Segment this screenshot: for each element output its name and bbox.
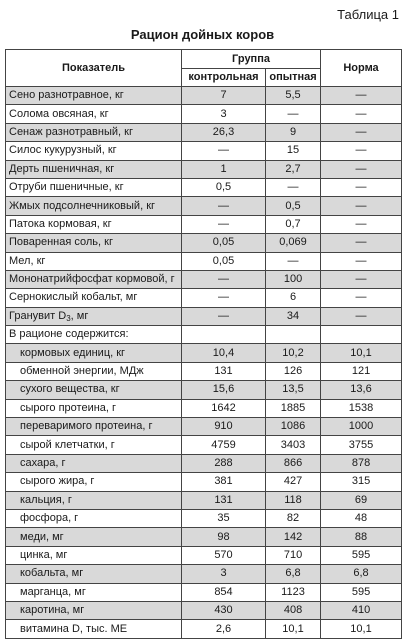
- cell-experimental: 13,5: [266, 381, 321, 399]
- cell-experimental: 6,8: [266, 565, 321, 583]
- row-label: фосфора, г: [6, 509, 182, 527]
- table-row: [6, 473, 402, 491]
- header-indicator: Показатель: [6, 50, 182, 87]
- cell-experimental: 6: [266, 289, 321, 307]
- table-row: [6, 197, 402, 215]
- row-label: марганца, мг: [6, 583, 182, 601]
- row-label: кобальта, мг: [6, 565, 182, 583]
- row-label: сахара, г: [6, 454, 182, 472]
- cell-experimental: 126: [266, 362, 321, 380]
- cell-norm: 3755: [321, 436, 402, 454]
- cell-experimental: —: [266, 252, 321, 270]
- cell-norm: 1538: [321, 399, 402, 417]
- cell-norm: —: [321, 123, 402, 141]
- cell-control: 1642: [182, 399, 266, 417]
- cell-control: 854: [182, 583, 266, 601]
- row-label: Сернокислый кобальт, мг: [6, 289, 182, 307]
- cell-control: 26,3: [182, 123, 266, 141]
- table-row: [6, 381, 402, 399]
- cell-experimental: 9: [266, 123, 321, 141]
- cell-control: 10,4: [182, 344, 266, 362]
- cell-norm: —: [321, 234, 402, 252]
- cell-norm: —: [321, 142, 402, 160]
- cell-control: 430: [182, 601, 266, 619]
- cell-experimental: 1086: [266, 418, 321, 436]
- cell-norm: —: [321, 252, 402, 270]
- cell-control: 0,5: [182, 178, 266, 196]
- cell-norm: 6,8: [321, 565, 402, 583]
- row-label-text: Гранувит D: [9, 309, 67, 322]
- table-row: [6, 546, 402, 564]
- row-label: Поваренная соль, кг: [6, 234, 182, 252]
- cell-control: 131: [182, 491, 266, 509]
- cell-control: 0,05: [182, 234, 266, 252]
- table-label: Таблица 1: [337, 7, 399, 22]
- row-label: Сенаж разнотравный, кг: [6, 123, 182, 141]
- row-label: Солома овсяная, кг: [6, 105, 182, 123]
- cell-experimental: 0,7: [266, 215, 321, 233]
- row-label: сухого вещества, кг: [6, 381, 182, 399]
- table-row: [6, 178, 402, 196]
- table-row: [6, 418, 402, 436]
- table-row: [6, 234, 402, 252]
- table-row: [6, 454, 402, 472]
- cell-experimental: 2,7: [266, 160, 321, 178]
- cell-control: 35: [182, 509, 266, 527]
- row-label-suffix: , мг: [70, 309, 89, 322]
- table-body: [6, 87, 402, 639]
- cell-norm: 315: [321, 473, 402, 491]
- cell-norm: —: [321, 289, 402, 307]
- cell-norm: 88: [321, 528, 402, 546]
- cell-experimental: 5,5: [266, 87, 321, 105]
- row-label: сырого жира, г: [6, 473, 182, 491]
- cell-control: 1: [182, 160, 266, 178]
- cell-norm: —: [321, 197, 402, 215]
- row-label: кальция, г: [6, 491, 182, 509]
- cell-norm: 121: [321, 362, 402, 380]
- cell-norm: —: [321, 105, 402, 123]
- cell-control: —: [182, 289, 266, 307]
- cell-control: 7: [182, 87, 266, 105]
- cell-norm: —: [321, 160, 402, 178]
- row-label: Жмых подсолнечниковый, кг: [6, 197, 182, 215]
- cell-norm: 10,1: [321, 620, 402, 638]
- cell-norm: 1000: [321, 418, 402, 436]
- header-norm: Норма: [321, 50, 402, 87]
- cell-experimental: 142: [266, 528, 321, 546]
- table-row: [6, 583, 402, 601]
- table-row: [6, 215, 402, 233]
- cell-control: 15,6: [182, 381, 266, 399]
- cell-norm: 878: [321, 454, 402, 472]
- table-row: [6, 105, 402, 123]
- table-row: [6, 436, 402, 454]
- cell-experimental: 1885: [266, 399, 321, 417]
- cell-control: —: [182, 307, 266, 325]
- table-row: [6, 491, 402, 509]
- cell-norm: 595: [321, 583, 402, 601]
- cell-experimental: 0,5: [266, 197, 321, 215]
- cell-norm: —: [321, 307, 402, 325]
- cell-control: 910: [182, 418, 266, 436]
- row-label: сырой клетчатки, г: [6, 436, 182, 454]
- row-label: Мононатрийфосфат кормовой, г: [6, 270, 182, 288]
- table-row: [6, 289, 402, 307]
- page-title: Рацион дойных коров: [130, 27, 275, 42]
- empty-cell: [266, 326, 321, 344]
- cell-experimental: 82: [266, 509, 321, 527]
- row-label: цинка, мг: [6, 546, 182, 564]
- row-label: обменной энергии, МДж: [6, 362, 182, 380]
- cell-experimental: 3403: [266, 436, 321, 454]
- cell-control: 381: [182, 473, 266, 491]
- row-label-subscript: 3: [66, 313, 71, 323]
- cell-control: 3: [182, 105, 266, 123]
- table-row: [6, 160, 402, 178]
- cell-norm: —: [321, 215, 402, 233]
- row-label: Отруби пшеничные, кг: [6, 178, 182, 196]
- row-label: Патока кормовая, кг: [6, 215, 182, 233]
- table-row: [6, 123, 402, 141]
- cell-norm: —: [321, 87, 402, 105]
- row-label: [6, 307, 182, 325]
- cell-norm: —: [321, 270, 402, 288]
- contains-label: В рационе содержится:: [6, 326, 182, 344]
- table-row: [6, 528, 402, 546]
- row-label: переваримого протеина, г: [6, 418, 182, 436]
- row-label: Дерть пшеничная, кг: [6, 160, 182, 178]
- cell-experimental: 118: [266, 491, 321, 509]
- ration-table: [5, 49, 402, 639]
- cell-experimental: —: [266, 178, 321, 196]
- row-label: Силос кукурузный, кг: [6, 142, 182, 160]
- empty-cell: [182, 326, 266, 344]
- empty-cell: [321, 326, 402, 344]
- cell-experimental: —: [266, 105, 321, 123]
- table-row: [6, 620, 402, 638]
- cell-control: 98: [182, 528, 266, 546]
- cell-experimental: 427: [266, 473, 321, 491]
- row-label: витамина D, тыс. МЕ: [6, 620, 182, 638]
- cell-norm: 48: [321, 509, 402, 527]
- cell-norm: 10,1: [321, 344, 402, 362]
- cell-control: 131: [182, 362, 266, 380]
- cell-experimental: 34: [266, 307, 321, 325]
- table-row: [6, 601, 402, 619]
- table-row: [6, 307, 402, 325]
- table-row-contains: [6, 326, 402, 344]
- table-row: [6, 509, 402, 527]
- table-row: [6, 362, 402, 380]
- table-row: [6, 565, 402, 583]
- cell-experimental: 866: [266, 454, 321, 472]
- cell-control: 3: [182, 565, 266, 583]
- cell-control: 570: [182, 546, 266, 564]
- cell-control: 4759: [182, 436, 266, 454]
- cell-norm: 13,6: [321, 381, 402, 399]
- header-control: контрольная: [182, 69, 266, 87]
- row-label: Сено разнотравное, кг: [6, 87, 182, 105]
- cell-experimental: 100: [266, 270, 321, 288]
- table-row: [6, 344, 402, 362]
- table-row: [6, 270, 402, 288]
- row-label: меди, мг: [6, 528, 182, 546]
- row-label: сырого протеина, г: [6, 399, 182, 417]
- cell-norm: 69: [321, 491, 402, 509]
- header-experimental: опытная: [266, 69, 321, 87]
- row-label: каротина, мг: [6, 601, 182, 619]
- table-row: [6, 399, 402, 417]
- row-label: кормовых единиц, кг: [6, 344, 182, 362]
- cell-experimental: 1123: [266, 583, 321, 601]
- cell-experimental: 0,069: [266, 234, 321, 252]
- cell-experimental: 408: [266, 601, 321, 619]
- cell-control: —: [182, 270, 266, 288]
- cell-control: 0,05: [182, 252, 266, 270]
- cell-norm: 410: [321, 601, 402, 619]
- header-group: Группа: [182, 50, 321, 69]
- table-row: [6, 87, 402, 105]
- cell-experimental: 710: [266, 546, 321, 564]
- cell-control: —: [182, 142, 266, 160]
- cell-experimental: 10,2: [266, 344, 321, 362]
- table-row: [6, 252, 402, 270]
- row-label: Мел, кг: [6, 252, 182, 270]
- cell-control: 2,6: [182, 620, 266, 638]
- cell-control: —: [182, 197, 266, 215]
- cell-experimental: 10,1: [266, 620, 321, 638]
- cell-norm: 595: [321, 546, 402, 564]
- table-row: [6, 142, 402, 160]
- cell-norm: —: [321, 178, 402, 196]
- cell-control: —: [182, 215, 266, 233]
- cell-control: 288: [182, 454, 266, 472]
- cell-experimental: 15: [266, 142, 321, 160]
